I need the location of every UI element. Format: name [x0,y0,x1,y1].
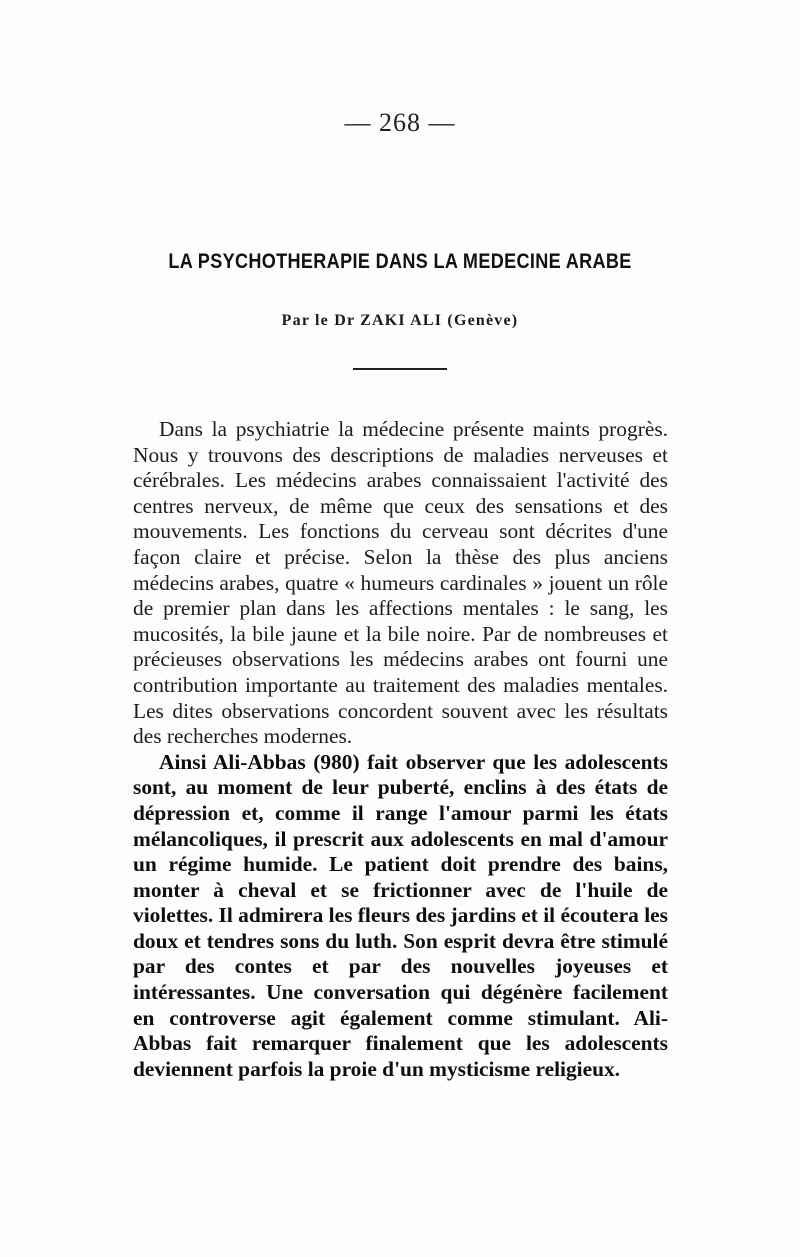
page-number: — 268 — [344,108,456,137]
article-title: LA PSYCHOTHERAPIE DANS LA MEDECINE ARABE [168,250,632,273]
article-body [133,417,668,1082]
title-separator-rule [353,368,447,370]
body-paragraph-1: Dans la psychiatrie la médecine présente maints progrès. Nous y trouvons des descriptions de maladies nerveuses et cérébrales. Les médecins arabes connaissaient l'activité des centres nerveux, de même que ceux des sensations et des mouvements. Les fonctions du cerveau sont décrites d'une façon claire et précise. Selon la thèse des plus anciens médecins arabes, quatre « humeurs cardinales » jouent un rôle de premier plan dans les affections mentales : le sang, les mucosités, la bile jaune et la bile noire. Par de nombreuses et précieuses observations les médecins arabes ont fourni une contribution importante au traitement des maladies mentales. Les dites observations concordent souvent avec les résultats des recherches modernes. [133,417,668,749]
article-byline: Par le Dr ZAKI ALI (Genève) [281,312,519,329]
body-paragraph-2: Ainsi Ali-Abbas (980) fait observer que les adolescents sont, au moment de leur puberté, enclins à des états de dépression et, comme il range l'amour parmi les états mélancoliques, il prescrit aux adolescents en mal d'amour un régime humide. Le patient doit prendre des bains, monter à cheval et se frictionner avec de l'huile de violettes. Il admirera les fleurs des jardins et il écoutera les doux et tendres sons du luth. Son esprit devra être stimulé par des contes et par des nouvelles joyeuses et intéressantes. Une conversation qui dégénère facilement en controverse agit également comme stimulant. Ali-Abbas fait remarquer finalement que les adolescents deviennent parfois la proie d'un mysticisme religieux. [133,749,668,1081]
